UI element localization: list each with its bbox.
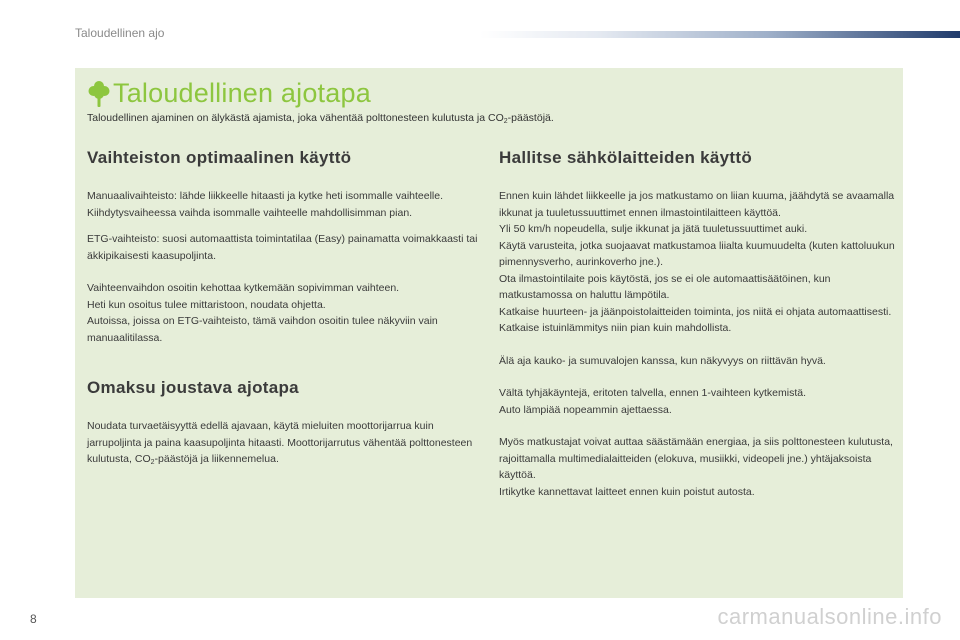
eco-driving-panel [75, 68, 903, 598]
paragraph-electrical-3: Käytä varusteita, jotka suojaavat matkustamoa liialta kuumuudelta (kuten kattoluukun pimennysverho, aurinkoverho jne.). [499, 239, 895, 268]
header-section-title: Taloudellinen ajo [75, 26, 165, 40]
left-column [87, 148, 483, 468]
panel-title: Taloudellinen ajotapa [113, 78, 371, 108]
paragraph-electrical-6: Katkaise istuinlämmitys niin pian kuin mahdollista. [499, 322, 732, 334]
heading-flexible-driving: Omaksu joustava ajotapa [87, 378, 299, 397]
paragraph-gear-indicator-2: Heti kun osoitus tulee mittaristoon, noudata ohjetta. [87, 298, 326, 311]
tree-leaf-icon [87, 80, 111, 108]
paragraph-manual-gearbox: Manuaalivaihteisto: lähde liikkeelle hitaasti ja kytke heti isommalle vaihteelle. Kiihdytysvaiheessa vaihda isommalle vaihteelle mahdollisimman pian. [87, 190, 444, 219]
paragraph-electrical-1: Ennen kuin lähdet liikkeelle ja jos matkustamo on liian kuuma, jäähdytä se avaamalla ikkunat ja tuuletussuuttimet ennen ilmastointilaitteen käyttöä. [499, 190, 895, 219]
paragraph-electrical-4: Ota ilmastointilaite pois käytöstä, jos se ei ole automaattisäätöinen, kun matkustamossa on haluttu lämpötila. [499, 272, 831, 301]
paragraph-flexible-driving: Noudata turvaetäisyyttä edellä ajavaan, käytä mieluiten moottorijarrua kuin jarrupoljinta ja paina kaasupoljinta hitaasti. Moottorijarrutus vähentää polttonesteen kulutusta, $CO_2$-päästöjä ja liikennemelua. [87, 420, 473, 466]
paragraph-idling-2: Auto lämpiää nopeammin ajettaessa. [499, 403, 672, 416]
watermark: carmanualsonline.info [717, 604, 942, 629]
page-number: 8 [30, 612, 37, 626]
right-column [499, 148, 899, 500]
heading-electrical-devices: Hallitse sähkölaitteiden käyttö [499, 148, 753, 167]
paragraph-electrical-2: Yli 50 km/h nopeudella, sulje ikkunat ja jätä tuuletussuuttimet auki. [499, 223, 808, 235]
panel-intro: Taloudellinen ajaminen on älykästä ajamista, joka vähentää polttonesteen kulutusta ja $CO_2$-päästöjä. [87, 112, 554, 125]
paragraph-electrical-5: Katkaise huurteen- ja jäänpoistolaitteiden toiminta, jos niitä ei ohjata automaattisesti. [499, 305, 892, 318]
paragraph-gear-indicator-3: Autoissa, joissa on ETG-vaihteisto, tämä vaihdon osoitin tulee näkyviin vain manuaalitilassa. [87, 315, 438, 344]
paragraph-passengers-2: Irtikytke kannettavat laitteet ennen kuin poistut autosta. [499, 485, 755, 498]
paragraph-etg-gearbox: ETG-vaihteisto: suosi automaattista toimintatilaa (Easy) painamatta voimakkaasti tai äkkipikaisesti kaasupoljinta. [87, 233, 478, 262]
paragraph-gear-indicator-1: Vaihteenvaihdon osoitin kehottaa kytkemään sopivimman vaihteen. [87, 282, 400, 294]
paragraph-headlights: Älä aja kauko- ja sumuvalojen kanssa, kun näkyvyys on riittävän hyvä. [499, 354, 826, 367]
paragraph-passengers-1: Myös matkustajat voivat auttaa säästämään energiaa, ja siis polttonesteen kulutusta, rajoittamalla multimedialaitteiden (elokuva, musiikki, videopeli jne.) yhtäjaksoista käyttöä. [499, 436, 893, 481]
paragraph-idling-1: Vältä tyhjäkäyntejä, eritoten talvella, ennen 1-vaihteen kytkemistä. [499, 387, 807, 399]
heading-gearbox-usage: Vaihteiston optimaalinen käyttö [87, 148, 352, 167]
header-gradient-bar [480, 31, 960, 38]
